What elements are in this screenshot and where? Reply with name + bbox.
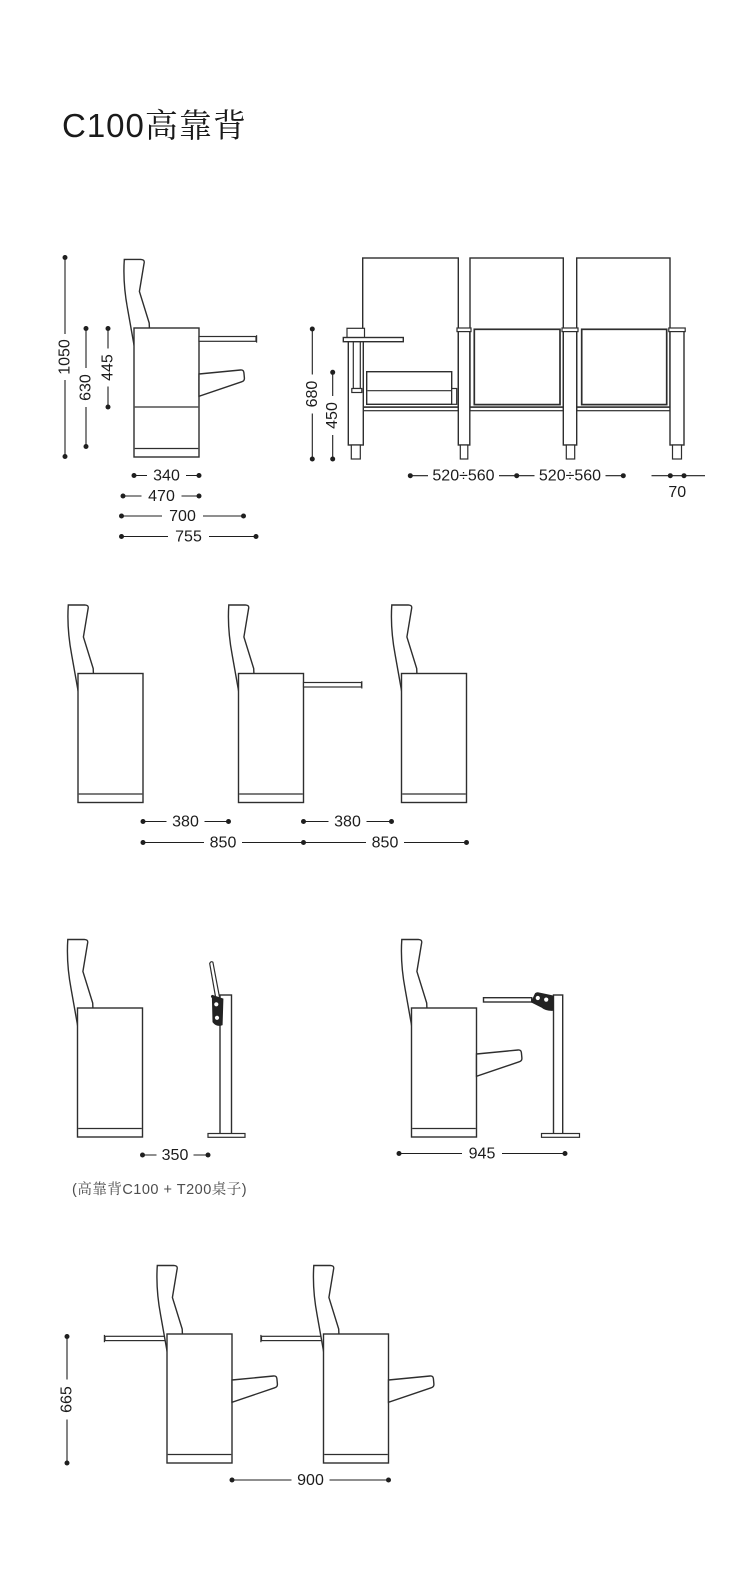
page-title: C100高靠背 <box>62 107 247 144</box>
dim-label-pitch-1: 520÷560 <box>432 467 495 485</box>
open-seat-cushion <box>367 372 457 405</box>
dim-label-755: 755 <box>175 528 202 546</box>
side-view-drawing <box>57 255 259 546</box>
armrest-side <box>232 1376 277 1402</box>
armrest-side <box>389 1376 434 1402</box>
dim-depth-700 <box>119 508 246 526</box>
chair-side-view <box>124 259 199 457</box>
dim-row-pitch-left <box>141 834 307 852</box>
dim-label-1050: 1050 <box>56 339 74 375</box>
tablet-side <box>199 335 257 342</box>
dim-label-630: 630 <box>77 374 95 401</box>
combo-caption: (高靠背C100 + T200桌子) <box>72 1182 248 1198</box>
dim-label-665: 665 <box>58 1386 76 1413</box>
dim-seat-height <box>324 370 341 462</box>
dim-label-70: 70 <box>668 484 687 501</box>
tablet-side <box>304 681 362 688</box>
dim-tablet-height <box>304 327 321 462</box>
armrest-side <box>199 370 244 396</box>
dim-armrest-height <box>100 326 117 410</box>
chair-side-view <box>401 939 476 1137</box>
dim-label-450: 450 <box>324 402 342 429</box>
chair-side-view <box>228 605 303 803</box>
dim-seat-pitch <box>408 467 626 485</box>
dim-depth-755 <box>119 528 259 546</box>
t200-table-folded <box>208 962 245 1138</box>
dim-label-380b: 380 <box>334 813 361 831</box>
dim-label-445: 445 <box>99 354 117 381</box>
dim-total-height <box>57 255 74 459</box>
dim-depth-470 <box>121 488 202 506</box>
dim-row-pitch-right <box>304 834 470 852</box>
armrest-side <box>477 1050 522 1076</box>
dim-label-900: 900 <box>297 1472 324 1489</box>
chair-side-view <box>313 1265 388 1463</box>
dim-label-700: 700 <box>169 508 196 525</box>
dim-label-340: 340 <box>153 467 180 485</box>
dim-label-380a: 380 <box>172 813 199 831</box>
dim-back-to-back <box>230 1472 392 1490</box>
front-view-drawing <box>304 258 705 501</box>
chair-side-view <box>157 1265 232 1463</box>
dim-clearance-left <box>141 813 232 831</box>
row-spacing-drawing <box>68 605 469 852</box>
dim-clearance-right <box>301 813 394 831</box>
chair-side-view <box>391 605 466 803</box>
dim-end-panel <box>652 473 706 501</box>
dim-label-pitch-2: 520÷560 <box>538 467 602 485</box>
dim-label-680: 680 <box>303 380 321 408</box>
dim-label-350: 350 <box>161 1147 189 1164</box>
dim-rear-tablet-height <box>59 1334 76 1466</box>
rear-tablet-left <box>104 1335 167 1342</box>
rear-tablet-right <box>261 1335 324 1342</box>
dim-label-945: 945 <box>468 1145 496 1163</box>
dim-label-850b: 850 <box>371 834 399 852</box>
dim-folded-distance <box>140 1147 211 1165</box>
dim-seat-depth <box>132 467 202 485</box>
dim-open-depth <box>397 1145 568 1163</box>
seat-frame-bars <box>363 407 670 410</box>
dim-backrest-height <box>78 326 95 449</box>
table-combo-drawing <box>67 939 579 1164</box>
chair-side-view <box>68 605 143 803</box>
dim-label-470: 470 <box>148 488 175 505</box>
tablet-height-drawing <box>59 1265 434 1489</box>
chair-side-view <box>67 939 142 1137</box>
dim-label-850a: 850 <box>209 834 237 852</box>
